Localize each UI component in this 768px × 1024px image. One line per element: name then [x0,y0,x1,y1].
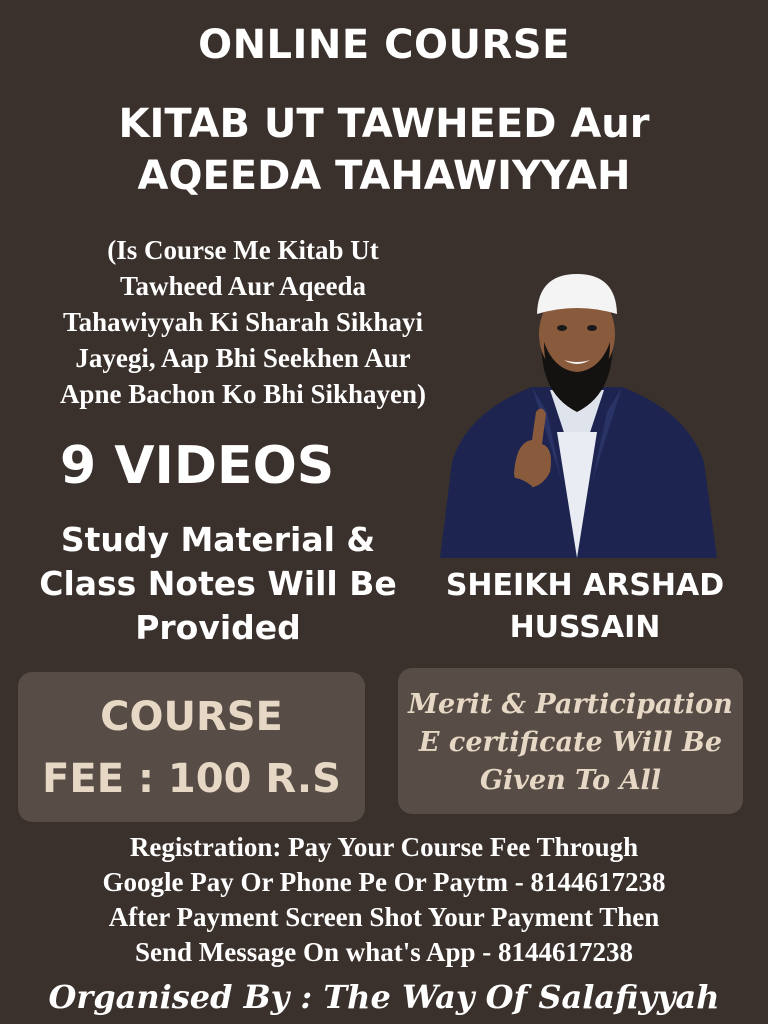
speaker-photo [432,262,722,558]
study-line: Provided [135,608,301,647]
description-line: Jayegi, Aap Bhi Seekhen Aur [75,343,411,373]
certificate-box [398,668,743,814]
registration-line: After Payment Screen Shot Your Payment Then [108,902,660,932]
course-description [18,232,468,412]
study-material-note [18,518,418,650]
study-line: Study Material & [60,520,376,559]
description-line: (Is Course Me Kitab Ut [107,235,379,265]
videos-count: 9 VIDEOS [60,436,335,496]
organiser-credit: Organised By : The Way Of Salafiyyah [48,978,720,1016]
course-title-line-1: KITAB UT TAWHEED Aur [118,101,650,147]
course-title [0,98,768,202]
course-title-line-2: AQEEDA TAHAWIYYAH [137,153,631,199]
certificate-line: Merit & Participation [408,689,733,720]
registration-line: Google Pay Or Phone Pe Or Paytm - 8144617238 [102,867,666,897]
certificate-line: Given To All [479,765,662,796]
speaker-name-line-1: SHEIKH ARSHAD [445,568,725,603]
certificate-note [398,686,743,800]
course-fee [18,686,365,810]
registration-line: Send Message On what's App - 8144617238 [134,937,634,967]
speaker-name-line-2: HUSSAIN [509,610,661,645]
description-line: Apne Bachon Ko Bhi Sikhayen) [59,379,427,409]
fee-line-1: COURSE [100,694,283,740]
fee-line-2: FEE : 100 R.S [42,756,341,802]
speaker-name [430,565,740,649]
study-line: Class Notes Will Be [39,564,397,603]
description-line: Tahawiyyah Ki Sharah Sikhayi [63,307,423,337]
description-line: Tawheed Aur Aqeeda [119,271,367,301]
course-type-heading: ONLINE COURSE [198,22,570,68]
course-fee-box [18,672,365,822]
certificate-line: E certificate Will Be [418,727,723,758]
registration-line: Registration: Pay Your Course Fee Through [129,832,639,862]
registration-instructions [0,830,768,970]
